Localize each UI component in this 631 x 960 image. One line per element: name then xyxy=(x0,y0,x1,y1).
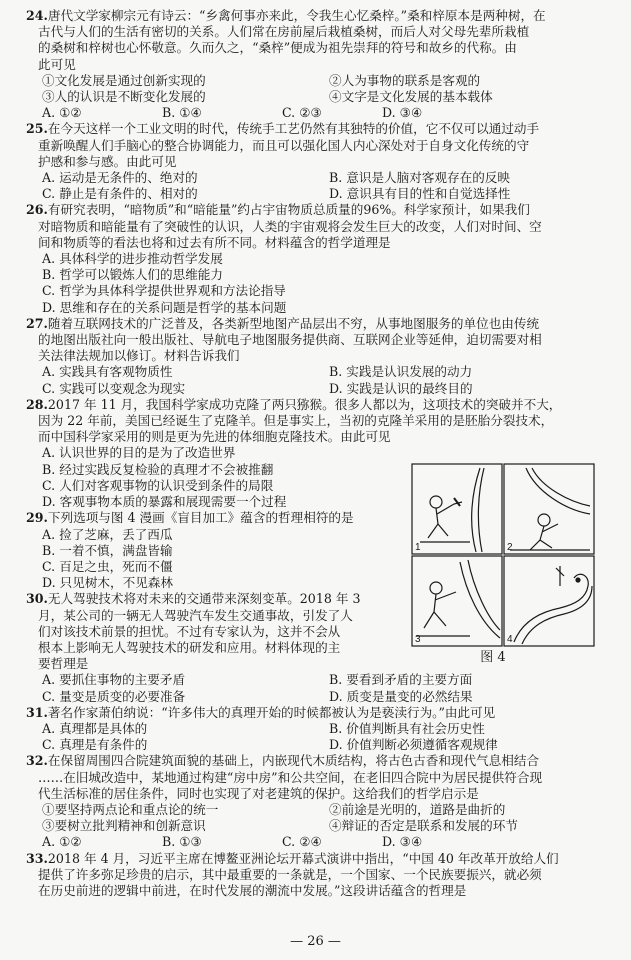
question-text: 们对该技术前景的担忧。不过有专家认为，这并不会从 xyxy=(38,623,341,639)
answer-options xyxy=(26,364,611,396)
sub-option: ③人的认识是不断变化发展的 xyxy=(42,89,206,105)
question-text: 关法律法规加以修订。材料告诉我们 xyxy=(38,348,240,364)
question-number: 33. xyxy=(26,850,48,866)
question-text: 古代与人们的生活有密切的关系。人们常在房前屋后栽植桑树，而后人对父母先辈所栽植 xyxy=(38,24,530,40)
answer-options xyxy=(26,721,611,753)
sub-option: ④文字是文化发展的基本载体 xyxy=(329,89,493,105)
option-b: B. 哲学可以锻炼人们的思维能力 xyxy=(42,267,223,283)
option-b: B. 经过实践反复检验的真理才不会被推翻 xyxy=(42,461,274,477)
page-number: — 26 — xyxy=(290,934,341,949)
question-text: 有研究表明，“暗物质”和“暗能量”约占宇宙物质总质量的96%。科学家预计，如果我们 xyxy=(47,202,530,218)
option-c: C. 真理是有条件的 xyxy=(42,737,148,753)
question-text: ……在旧城改造中，某地通过构建“房中房”和公共空间，在老旧四合院中为居民提供符合现 xyxy=(38,769,543,785)
panel-3-border xyxy=(412,556,502,646)
answer-options xyxy=(26,672,611,704)
question-24 xyxy=(26,8,611,121)
sub-options xyxy=(26,73,611,105)
question-number: 24. xyxy=(26,8,48,23)
option-d: D. 实践是认识的最终目的 xyxy=(329,380,473,396)
option-a: A. 实践具有客观物质性 xyxy=(42,364,173,380)
panel-3-drawing xyxy=(416,560,500,638)
question-text: 代生活标准的居住条件，同时也实现了对老建筑的保护。这给我们的哲学启示是 xyxy=(38,785,479,801)
option-d: D. 思维和存在的关系问题是哲学的基本问题 xyxy=(42,299,287,315)
question-31 xyxy=(26,705,611,754)
option-d: D. 质变是量变的必然结果 xyxy=(329,688,473,704)
panel-label-1: 1 xyxy=(415,542,421,553)
question-27 xyxy=(26,316,611,397)
panel-2-drawing xyxy=(510,468,590,550)
question-text: 在保留周围四合院建筑面貌的基础上，内嵌现代木质结构，将古色古香和现代气息相结合 xyxy=(47,753,540,769)
sub-option: ②人为事物的联系是客观的 xyxy=(329,72,481,88)
option-d: D. 价值判断必须遵循客观规律 xyxy=(329,737,498,753)
question-text: 下列选项与图 4 漫画《盲目加工》蕴含的哲理相符的是 xyxy=(47,510,354,526)
option-c: C. ②③ xyxy=(282,105,322,121)
sub-option: ④辩证的否定是联系和发展的环节 xyxy=(329,818,518,834)
option-b: B. ①③ xyxy=(162,834,202,850)
question-32 xyxy=(26,753,611,850)
option-d: D. 意识具有目的性和自觉选择性 xyxy=(329,186,511,202)
question-text: 的桑树和梓树也心怀敬意。久而久之，“桑梓”便成为祖先崇拜的符号和故乡的代称。由 xyxy=(38,40,517,56)
question-text: 在今天这样一个工业文明的时代，传统手工艺仍然有其独特的价值，它不仅可以通过动手 xyxy=(47,121,540,137)
question-number: 25. xyxy=(26,121,48,137)
question-text: 月，某公司的一辆无人驾驶汽车发生交通事故，引发了人 xyxy=(38,607,353,623)
option-b: B. 价值判断具有社会历史性 xyxy=(329,720,485,736)
answer-options xyxy=(26,170,611,202)
question-number: 29. xyxy=(26,510,48,526)
question-text: 2017 年 11 月，我国科学家成功克隆了两只猕猴。很多人都以为，这项技术的突破并不大， xyxy=(47,396,562,412)
question-text: 对暗物质和暗能量有了突破性的认识，人类的宇宙观将会发生巨大的改变，人们对时间、空 xyxy=(38,218,542,234)
option-a: A. 具体科学的进步推动哲学发展 xyxy=(42,251,223,267)
question-number: 30. xyxy=(26,591,48,607)
question-text: 著名作家萧伯纳说：“许多伟大的真理开始的时候都被认为是亵渎行为。”由此可见 xyxy=(47,704,496,720)
question-33 xyxy=(26,851,611,900)
answer-options xyxy=(26,834,611,850)
option-d: D. ③④ xyxy=(382,834,423,850)
question-number: 26. xyxy=(26,202,48,218)
option-c: C. 静止是有条件的、相对的 xyxy=(42,186,198,202)
option-d: D. 只见树木，不见森林 xyxy=(42,575,173,591)
option-c: C. 人们对客观事物的认识受到条件的局限 xyxy=(42,477,274,493)
question-text: 要哲理是 xyxy=(38,656,89,672)
question-text: 随着互联网技术的广泛普及，各类新型地图产品层出不穷，从事地图服务的单位也由传统 xyxy=(47,315,540,331)
sub-option: ③要树立批判精神和创新意识 xyxy=(42,818,206,834)
question-number: 28. xyxy=(26,396,48,412)
question-number: 32. xyxy=(26,753,48,769)
question-number: 27. xyxy=(26,315,48,331)
question-text: 2018 年 4 月，习近平主席在博鳌亚洲论坛开幕式演讲中指出，“中国 40 年改革开放给人们 xyxy=(47,850,559,866)
question-text: 无人驾驶技术将对未来的交通带来深刻变革。2018 年 3 xyxy=(47,591,361,607)
panel-1-drawing xyxy=(420,468,484,552)
question-text: 而中国科学家采用的则是更为先进的体细胞克隆技术。由此可见 xyxy=(38,429,391,445)
question-text: 重新唤醒人们手脑心的整合协调能力，而且可以强化国人内心深处对于自身文化传统的守 xyxy=(38,137,530,153)
panel-label-3: 3 xyxy=(415,634,421,645)
option-b: B. 要看到矛盾的主要方面 xyxy=(329,672,473,688)
sub-option: ①要坚持两点论和重点论的统一 xyxy=(42,801,219,817)
option-b: B. ①④ xyxy=(162,105,202,121)
question-text: 唐代文学家柳宗元有诗云：“乡禽何事亦来此，令我生心忆桑梓。”桑和梓原本是两种树，在 xyxy=(47,8,546,23)
question-text: 根本上影响无人驾驶技术的研发和应用。材料体现的主 xyxy=(38,639,341,655)
question-25 xyxy=(26,121,611,202)
option-c: C. 实践可以变观念为现实 xyxy=(42,380,186,396)
option-b: B. 意识是人脑对客观存在的反映 xyxy=(329,170,510,186)
option-a: A. ①② xyxy=(42,105,82,121)
option-b: B. 一着不慎，满盘皆输 xyxy=(42,542,173,558)
question-text: 因为 22 年前，美国已经诞生了克隆羊。但是事实上，当初的克隆羊采用的是胚胎分裂技术， xyxy=(38,413,554,429)
sub-option: ②前途是光明的，道路是曲折的 xyxy=(329,801,506,817)
option-d: D. 客观事物本质的暴露和展现需要一个过程 xyxy=(42,494,287,510)
sub-options xyxy=(26,802,611,834)
sub-option: ①文化发展是通过创新实现的 xyxy=(42,72,206,88)
question-text: 间和物质等的看法也将和过去有所不同。材料蕴含的哲学道理是 xyxy=(38,234,391,250)
answer-options xyxy=(26,105,611,121)
option-d: D. ③④ xyxy=(382,105,423,121)
question-number: 31. xyxy=(26,704,48,720)
option-b: B. 实践是认识发展的动力 xyxy=(329,364,473,380)
option-c: C. ②④ xyxy=(282,834,322,850)
option-a: A. 真理都是具体的 xyxy=(42,720,148,736)
question-text: 护感和参与感。由此可见 xyxy=(38,153,177,169)
panel-2-border xyxy=(504,464,594,554)
panel-4-border xyxy=(504,556,594,646)
question-26 xyxy=(26,202,611,315)
panel-4-drawing xyxy=(514,566,592,644)
question-text: 在历史前进的逻辑中前进，在时代发展的潮流中发展。”这段讲话蕴含的哲理是 xyxy=(38,882,467,898)
question-text: 提供了许多弥足珍贵的启示，其中最重要的一条就是，一个国家、一个民族要振兴，就必须 xyxy=(38,866,542,882)
figure-caption: 图 4 xyxy=(480,650,506,665)
option-a: A. 认识世界的目的是为了改造世界 xyxy=(42,445,236,461)
cartoon-figure-4 xyxy=(410,462,596,648)
question-text: 的地图出版社向一般出版社、导航电子地图服务提供商、互联网企业等延伸，迫切需要对相 xyxy=(38,332,542,348)
option-a: A. 运动是无条件的、绝对的 xyxy=(42,170,198,186)
option-c: C. 量变是质变的必要准备 xyxy=(42,688,186,704)
panel-1-border xyxy=(412,464,502,554)
panel-label-4: 4 xyxy=(507,634,513,645)
option-c: C. 百足之虫，死而不僵 xyxy=(42,558,173,574)
option-a: A. ①② xyxy=(42,834,82,850)
panel-label-2: 2 xyxy=(507,542,513,553)
option-a: A. 捡了芝麻，丢了西瓜 xyxy=(42,526,173,542)
question-text: 此可见 xyxy=(38,56,76,72)
option-a: A. 要抓住事物的主要矛盾 xyxy=(42,672,186,688)
option-c: C. 哲学为具体科学提供世界观和方法论指导 xyxy=(42,283,286,299)
